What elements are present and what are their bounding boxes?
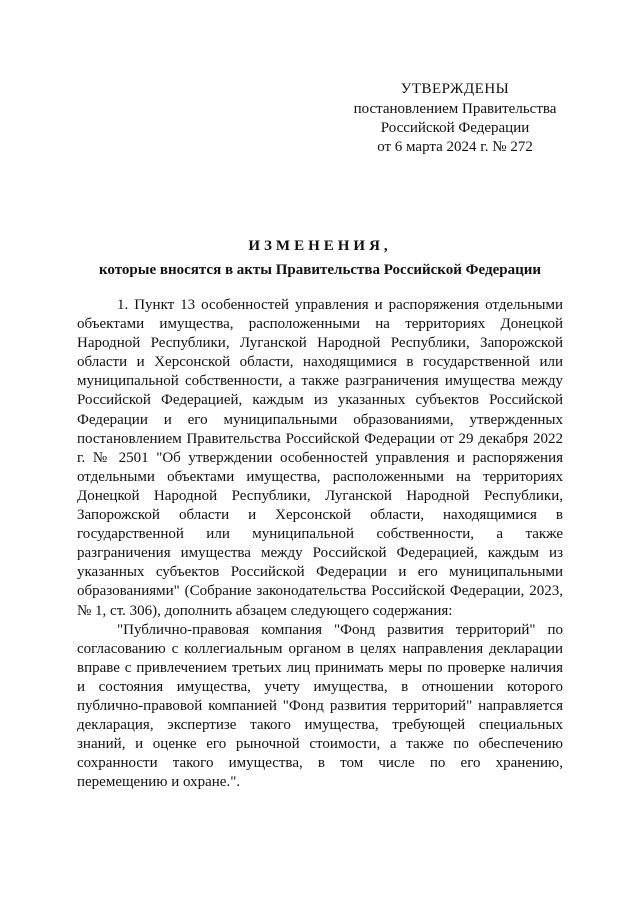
approval-block — [330, 80, 580, 157]
approval-line-government: Российской Федерации — [380, 120, 530, 136]
document-title: ИЗМЕНЕНИЯ, — [248, 238, 392, 254]
document-subtitle: которые вносятся в акты Правительства Российской Федерации — [98, 262, 542, 278]
approval-line-resolution: постановлением Правительства — [353, 101, 557, 117]
document-body — [77, 296, 563, 792]
approval-line-date: от 6 марта 2024 г. № 272 — [377, 139, 533, 155]
paragraph-quoted-text: "Публично-правовая компания "Фонд развития территорий" по согласованию с коллегиальным органом в целях направления декларации вправе с привлечением третьих лиц принимать меры по проверке наличия и состояния имущества, учету имущества, в отношении которого публично-правовой компанией "Фонд развития территорий" направляется декларация, экспертизе такого имущества, требующей специальных знаний, и оценке его рыночной стоимости, а также по обеспечению сохранности такого имущества, в том числе по его хранению, перемещению и охране.". — [77, 621, 563, 791]
approval-title: УТВЕРЖДЕНЫ — [400, 81, 510, 97]
paragraph-amendment-1: 1. Пункт 13 особенностей управления и распоряжения отдельными объектами имущества, расположенными на территориях Донецкой Народной Республики, Луганской Народной Республики, Запорожской области и Херсонской области, находящимися в государственной или муниципальной собственности, а также разграничения имущества между Российской Федерацией, каждым из указанных субъектов Российской Федерации и его муниципальными образованиями, утвержденных постановлением Правительства Российской Федерации от 29 декабря 2022 г. № 2501 "Об утверждении особенностей управления и распоряжения отдельными объектами имущества, расположенными на территориях Донецкой Народной Республики, Луганской Народной Республики, Запорожской области и Херсонской области, находящимися в государственной или муниципальной собственности, а также разграничения имущества между Российской Федерацией, каждым из указанных субъектов Российской Федерации и его муниципальными образованиями" (Собрание законодательства Российской Федерации, 2023, № 1, ст. 306), дополнить абзацем следующего содержания: — [77, 297, 563, 619]
